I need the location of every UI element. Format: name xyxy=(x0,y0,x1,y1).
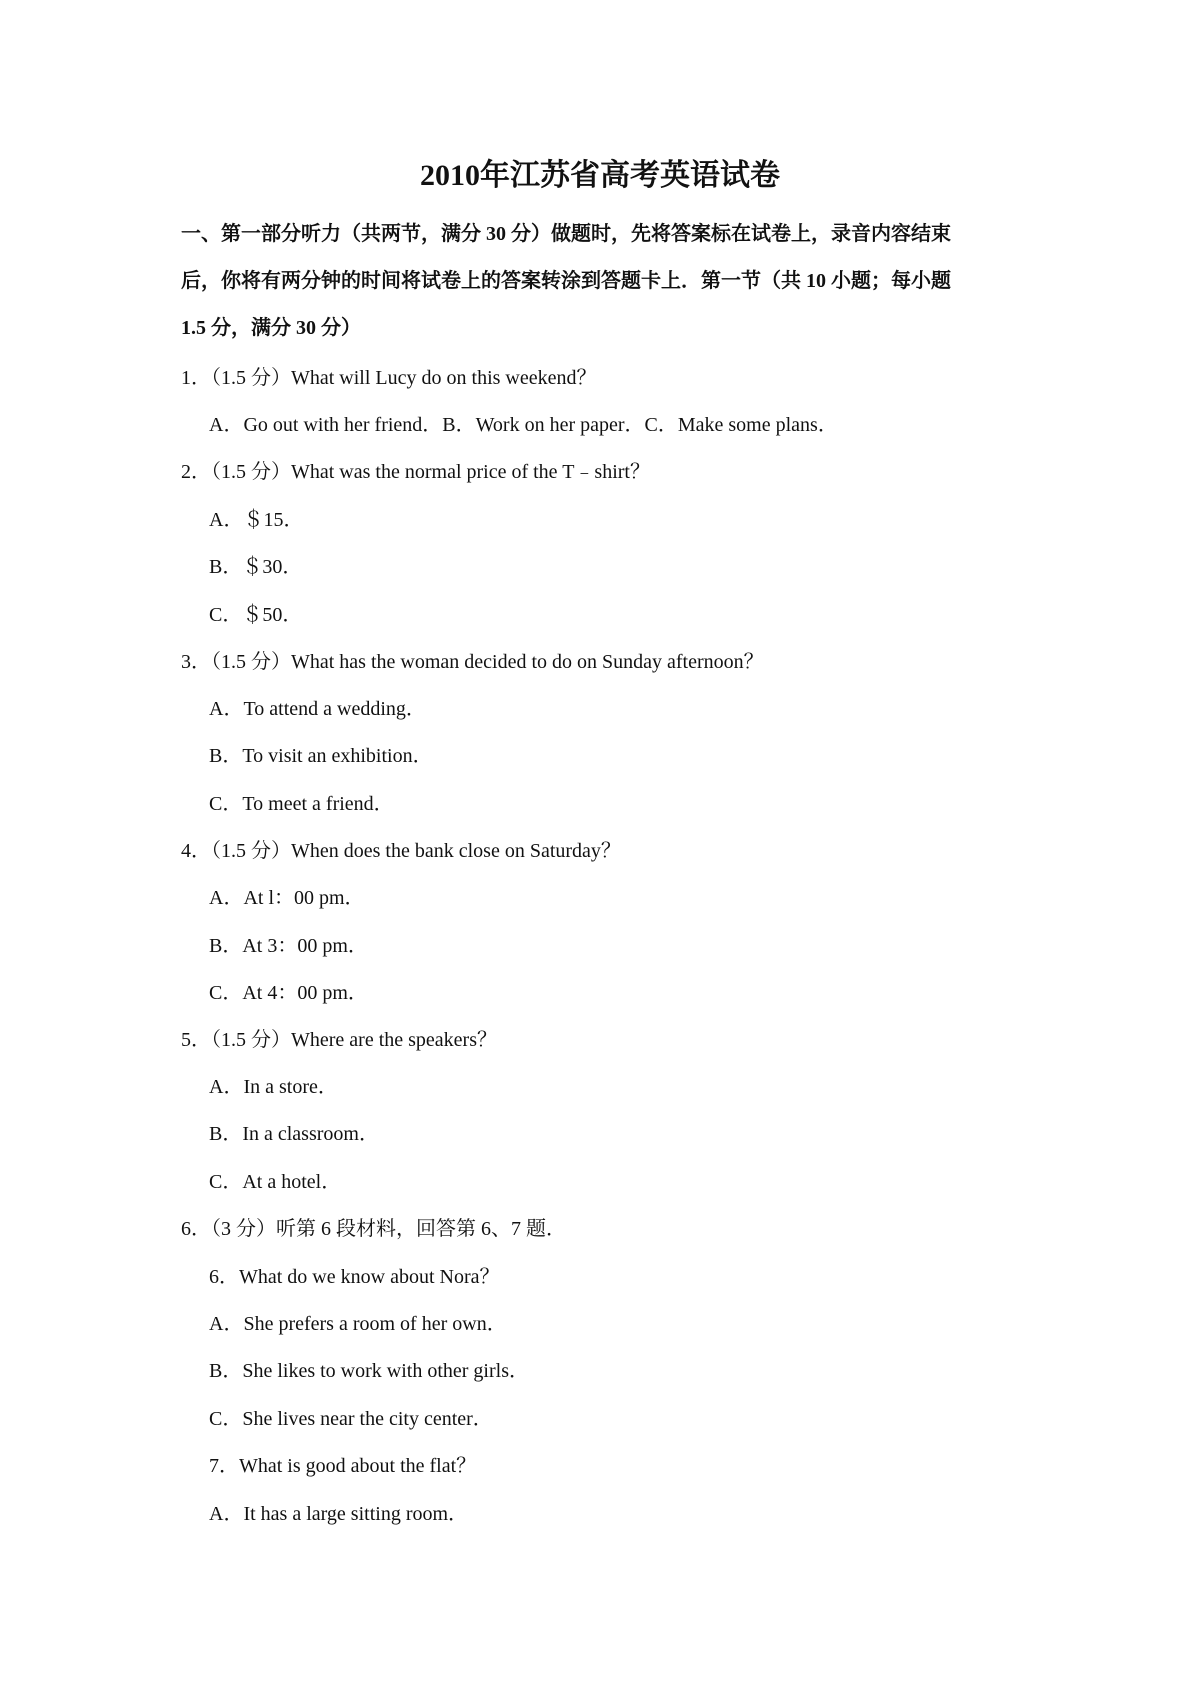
sub-question-7-option-a: A．It has a large sitting room． xyxy=(209,1503,469,1525)
sub-question-7: 7．What is good about the flat？ xyxy=(209,1455,477,1477)
question-4-option-c: C．At 4：00 pm． xyxy=(209,982,368,1004)
question-5: 5．（1.5 分）Where are the speakers？ xyxy=(181,1029,497,1051)
question-3-option-a: A．To attend a wedding． xyxy=(209,698,426,720)
question-5-option-c: C．At a hotel． xyxy=(209,1171,342,1193)
sub-question-6-option-b: B．She likes to work with other girls． xyxy=(209,1360,529,1382)
page-title: 2010年江苏省高考英语试卷 xyxy=(420,159,780,192)
question-3-option-b: B．To visit an exhibition． xyxy=(209,745,433,767)
question-3-option-c: C．To meet a friend． xyxy=(209,793,394,815)
question-2-option-b: B．＄30． xyxy=(209,556,303,578)
sub-question-6: 6．What do we know about Nora？ xyxy=(209,1266,500,1288)
question-5-option-a: A．In a store． xyxy=(209,1076,338,1098)
question-5-option-b: B．In a classroom． xyxy=(209,1123,379,1145)
question-1-options: A．Go out with her friend．B．Work on her paper．C．Make some plans． xyxy=(209,414,838,436)
question-6: 6．（3 分）听第 6 段材料，回答第 6、7 题． xyxy=(181,1218,566,1240)
instructions-line-1: 一、第一部分听力（共两节，满分 30 分）做题时，先将答案标在试卷上，录音内容结束 xyxy=(181,223,951,245)
sub-question-6-option-a: A．She prefers a room of her own． xyxy=(209,1313,507,1335)
question-2-option-c: C．＄50． xyxy=(209,604,303,626)
sub-question-6-option-c: C．She lives near the city center． xyxy=(209,1408,493,1430)
question-4-option-b: B．At 3：00 pm． xyxy=(209,935,368,957)
question-4: 4．（1.5 分）When does the bank close on Saturday？ xyxy=(181,840,621,862)
instructions-line-3: 1.5 分，满分 30 分） xyxy=(181,317,361,339)
question-2-option-a: A．＄15． xyxy=(209,509,304,531)
instructions-line-2: 后，你将有两分钟的时间将试卷上的答案转涂到答题卡上．第一节（共 10 小题；每小题 xyxy=(181,270,951,292)
question-1: 1．（1.5 分）What will Lucy do on this weekend？ xyxy=(181,367,597,389)
question-4-option-a: A．At l：00 pm． xyxy=(209,887,365,909)
question-3: 3．（1.5 分）What has the woman decided to do on Sunday afternoon？ xyxy=(181,651,764,673)
question-2: 2．（1.5 分）What was the normal price of the T﹣shirt？ xyxy=(181,461,650,483)
